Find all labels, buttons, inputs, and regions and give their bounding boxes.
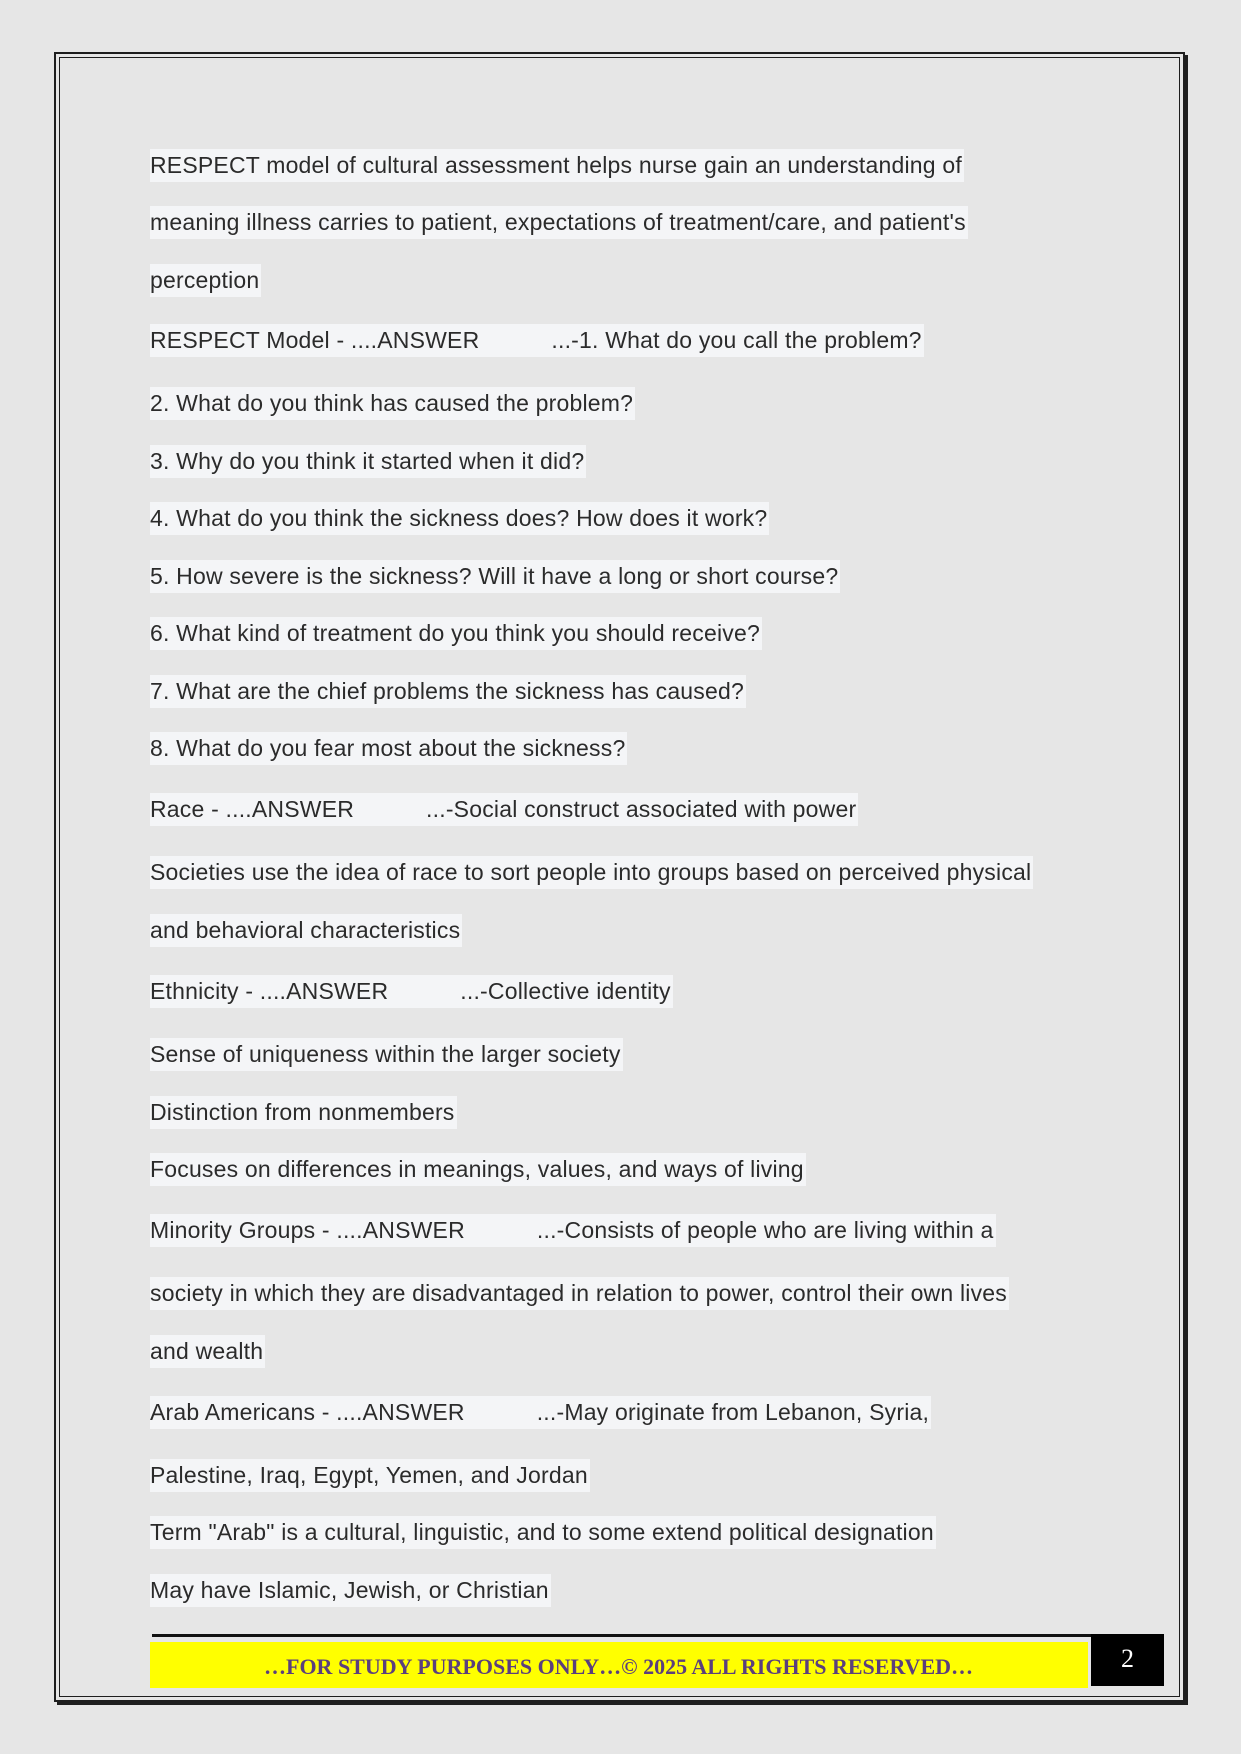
text-line: and behavioral characteristics: [150, 914, 462, 947]
qa-race: [150, 793, 858, 826]
qa-arab-americans: [150, 1396, 931, 1429]
qa-respect-model: [150, 324, 924, 357]
text-line: and wealth: [150, 1335, 265, 1368]
text-line: Distinction from nonmembers: [150, 1096, 457, 1129]
text-line: RESPECT model of cultural assessment helps nurse gain an understanding of: [150, 149, 964, 182]
footer-notice: …FOR STUDY PURPOSES ONLY…© 2025 ALL RIGHTS RESERVED…: [264, 1654, 974, 1679]
qa-term: Ethnicity - ....ANSWER: [150, 978, 389, 1004]
list-item: 6. What kind of treatment do you think you should receive?: [150, 617, 762, 650]
qa-term: RESPECT Model - ....ANSWER: [150, 327, 480, 353]
list-item: 2. What do you think has caused the problem?: [150, 387, 635, 420]
qa-answer: ...-Collective identity: [460, 978, 671, 1004]
qa-term: Minority Groups - ....ANSWER: [150, 1217, 465, 1243]
qa-term: Arab Americans - ....ANSWER: [150, 1399, 465, 1425]
qa-answer: ...-Consists of people who are living within a: [536, 1217, 994, 1243]
list-item: 5. How severe is the sickness? Will it have a long or short course?: [150, 560, 840, 593]
qa-minority-groups: [150, 1214, 996, 1247]
list-item: 3. Why do you think it started when it did?: [150, 445, 586, 478]
text-line: Focuses on differences in meanings, values, and ways of living: [150, 1153, 806, 1186]
qa-answer: ...-May originate from Lebanon, Syria,: [536, 1399, 930, 1425]
text-line: Societies use the idea of race to sort people into groups based on perceived physical: [150, 856, 1033, 889]
text-line: Palestine, Iraq, Egypt, Yemen, and Jordan: [150, 1459, 590, 1492]
text-line: meaning illness carries to patient, expectations of treatment/care, and patient's: [150, 206, 968, 239]
page-number: 2: [1091, 1634, 1164, 1686]
qa-answer: ...-Social construct associated with power: [426, 796, 857, 822]
list-item: 8. What do you fear most about the sickness?: [150, 732, 627, 765]
qa-ethnicity: [150, 975, 673, 1008]
qa-answer: ...-1. What do you call the problem?: [551, 327, 922, 353]
text-line: Sense of uniqueness within the larger society: [150, 1038, 623, 1071]
footer-divider: [152, 1634, 1091, 1637]
list-item: 4. What do you think the sickness does? How does it work?: [150, 502, 769, 535]
list-item: 7. What are the chief problems the sickness has caused?: [150, 675, 746, 708]
text-line: perception: [150, 264, 261, 297]
qa-term: Race - ....ANSWER: [150, 796, 355, 822]
text-line: society in which they are disadvantaged in relation to power, control their own lives: [150, 1277, 1009, 1310]
text-line: May have Islamic, Jewish, or Christian: [150, 1574, 551, 1607]
text-line: Term "Arab" is a cultural, linguistic, and to some extend political designation: [150, 1516, 936, 1549]
